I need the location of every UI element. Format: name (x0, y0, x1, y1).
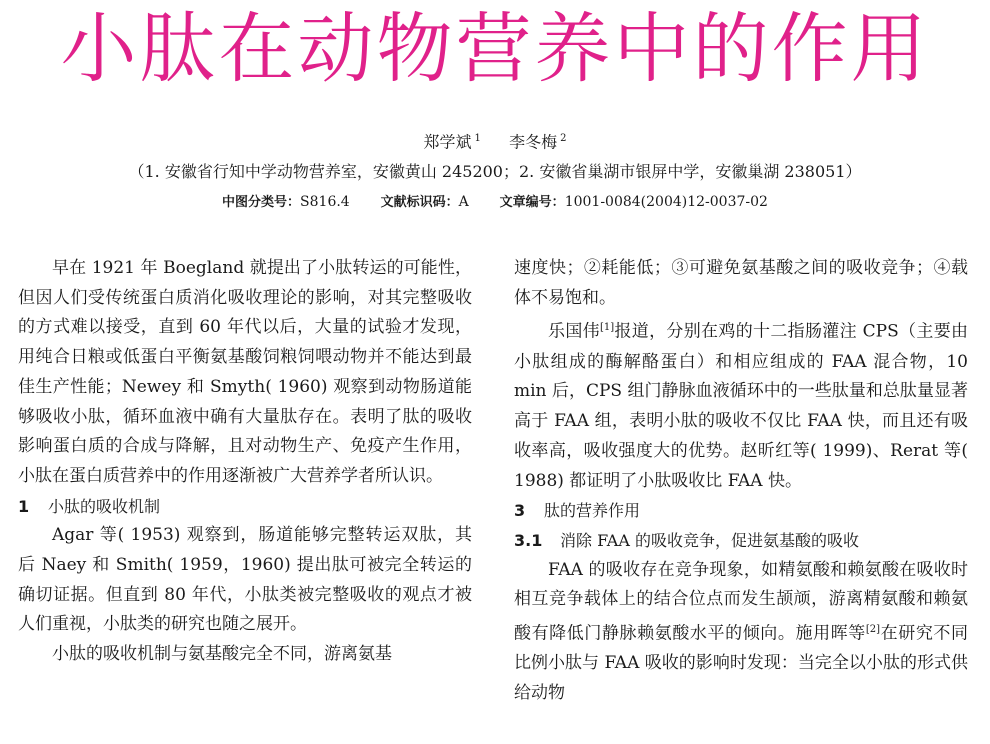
section-heading (18, 492, 472, 522)
body-paragraph (514, 556, 968, 709)
citation-author: 乐国伟 (548, 322, 600, 343)
section-number: 3 (514, 501, 526, 521)
body-paragraph: 小肽的吸收机制与氨基酸完全不同，游离氨基 (52, 644, 392, 665)
author-name: 李冬梅 (509, 132, 558, 152)
classification-line (0, 192, 990, 213)
doc-code-label: 文献标识码： (380, 195, 459, 210)
body-paragraph: Agar 等( 1953) 观察到，肠道能够完整转运双肽，其后 Naey 和 Smith( 1959，1960) 提出肽可被完全转运的确切证据。但直到 80 年代，小肽类被完整吸收的观点才被人们重视，小肽类的研究也随之展开。 (18, 525, 472, 635)
subsection-heading (514, 526, 968, 556)
body-paragraph (514, 313, 968, 496)
doc-code-value: A (458, 194, 469, 210)
subsection-number: 3.1 (514, 530, 543, 550)
section-heading (514, 496, 968, 526)
article-number-value: 1001-0084(2004)12-0037-02 (564, 194, 768, 210)
author-affiliation-mark: 1 (474, 133, 481, 144)
section-number: 1 (18, 496, 30, 516)
citation-ref: [1] (599, 322, 615, 334)
paragraph-text: 报道，分别在鸡的十二指肠灌注 CPS（主要由小肽组成的酶解酪蛋白）和相应组成的 FAA 混合物，10 min 后，CPS 组门静脉血液循环中的一些肽量和总肽量显著高于 FAA 组，表明小肽的吸收不仅比 FAA 快，而且还有吸收率高，吸收强度大的优势。赵昕红等( 1999)、Rerat 等( 1988) 都证明了小肽吸收比 FAA 快。 (514, 322, 969, 491)
affiliation-line: （1. 安徽省行知中学动物营养室，安徽黄山 245200；2. 安徽省巢湖市银屏中学，安徽巢湖 238051） (128, 162, 862, 181)
author-name: 郑学斌 (423, 132, 472, 152)
section-title: 肽的营养作用 (544, 501, 641, 521)
author-affiliation-mark: 2 (560, 133, 567, 144)
clc-label: 中图分类号： (222, 195, 301, 210)
section-title: 小肽的吸收机制 (48, 496, 161, 516)
paragraph-text: 在研究不同比例小肽与 FAA 吸收的影响时发现：当完全以小肽的形式供给动物 (514, 623, 969, 704)
article-title: 小肽在动物营养中的作用 (60, 4, 930, 93)
citation-ref: [2] (865, 624, 881, 636)
left-column (18, 254, 472, 670)
right-column (514, 254, 968, 709)
paragraph-text: FAA 的吸收存在竞争现象，如精氨酸和赖氨酸在吸收时相互竞争载体上的结合位点而发生颉颃，游离精氨酸和赖氨酸有降低门静脉赖氨酸水平的倾向。施用晖等 (514, 559, 968, 644)
body-paragraph: 早在 1921 年 Boegland 就提出了小肽转运的可能性，但因人们受传统蛋白质消化吸收理论的影响，对其完整吸收的方式难以接受，直到 60 年代以后，大量的试验才发现，用纯合日粮或低蛋白平衡氨基酸饲粮饲喂动物并不能达到最佳生产性能；Newey 和 Smyth( 1960) 观察到动物肠道能够吸收小肽，循环血液中确有大量肽存在。表明了肽的吸收影响蛋白质的合成与降解，且对动物生产、免疫产生作用，小肽在蛋白质营养中的作用逐渐被广大营养学者所认识。 (18, 258, 472, 486)
author-line (0, 128, 990, 153)
subsection-title: 消除 FAA 的吸收竞争，促进氨基酸的吸收 (560, 530, 859, 550)
article-number-label: 文章编号： (499, 195, 565, 210)
body-paragraph: 速度快；②耗能低；③可避免氨基酸之间的吸收竞争；④载体不易饱和。 (514, 258, 968, 308)
clc-value: S816.4 (300, 194, 350, 210)
